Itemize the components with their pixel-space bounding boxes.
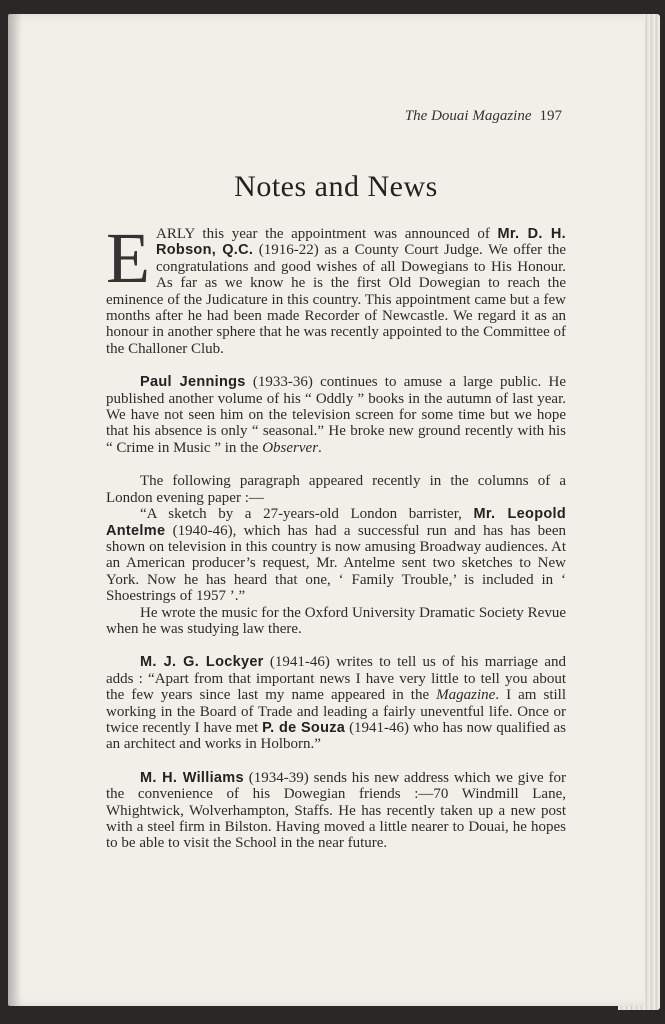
paragraph-lockyer: M. J. G. Lockyer (1941-46) writes to tell us of his marriage and adds : “Apart from that important news I have very little to tell you about the few years since last my name appeared in the Magazine. I am still working in the Board of Trade and leading a fairly uneventful life. Once or twice recently I have met P. de Souza (1941-46) who has now qualified as an architect and works in Holborn.”: [106, 654, 566, 753]
paragraph-antelme-music: He wrote the music for the Oxford University Dramatic Society Revue when he was studying law there.: [106, 604, 566, 637]
paragraph-intro-quote: The following paragraph appeared recently in the columns of a London evening paper :—: [106, 473, 566, 506]
paragraph-antelme-quote: “A sketch by a 27-years-old London barrister, Mr. Leopold Antelme (1940-46), which has had a successful run and has has been shown on television in this country is now amusing Broadway audiences. At an American producer’s request, Mr. Antelme sent two sketches to New York. Now he has heard that one, ‘ Family Trouble,’ is included in ‘ Shoestrings of 1957 ’.”: [106, 506, 566, 605]
article-body: [106, 218, 567, 852]
magazine-title: The Douai Magazine: [404, 108, 532, 124]
publication-name: Observer: [262, 439, 319, 456]
person-name: Mr. Leopold Antelme: [106, 506, 566, 539]
drop-cap: E: [106, 218, 150, 298]
running-header: [330, 108, 562, 125]
person-name: M. H. Williams: [140, 769, 244, 786]
person-name: M. J. G. Lockyer: [140, 654, 264, 671]
page-number: 197: [539, 108, 562, 124]
paragraph-robson: EARLY this year the appointment was announced of Mr. D. H. Robson, Q.C. (1916-22) as a County Court Judge. We offer the congratulations and good wishes of all Dowegians to His Honour. As far as we know he is the first Old Dowegian to reach the eminence of the Judicature in this country. This appointment came but a few months after he had been made Recorder of Newcastle. We regard it as an honour in another sphere that he was recently appointed to the Committee of the Challoner Club.: [106, 218, 567, 357]
article-title: Notes and News: [234, 170, 438, 203]
page-gutter-shadow: [8, 14, 22, 1006]
person-name: Mr. D. H. Robson, Q.C.: [155, 226, 566, 259]
publication-name: Magazine: [436, 687, 496, 704]
paragraph-jennings: Paul Jennings (1933-36) continues to amuse a large public. He published another volume of his “ Oddly ” books in the autumn of last year. We have not seen him on the television screen for some time but we hope that his absence is only “ seasonal.” He broke new ground recently with his “ Crime in Music ” in the Observer.: [106, 374, 566, 456]
person-name: P. de Souza: [262, 719, 346, 736]
person-name: Paul Jennings: [140, 374, 246, 391]
paragraph-williams: M. H. Williams (1934-39) sends his new address which we give for the convenience of his Dowegian friends :—70 Windmill Lane, Whightwick, Wolverhampton, Staffs. He has recently taken up a new post with a steel firm in Bilston. Having moved a little nearer to Douai, he hopes to be able to visit the School in the near future.: [106, 769, 567, 852]
